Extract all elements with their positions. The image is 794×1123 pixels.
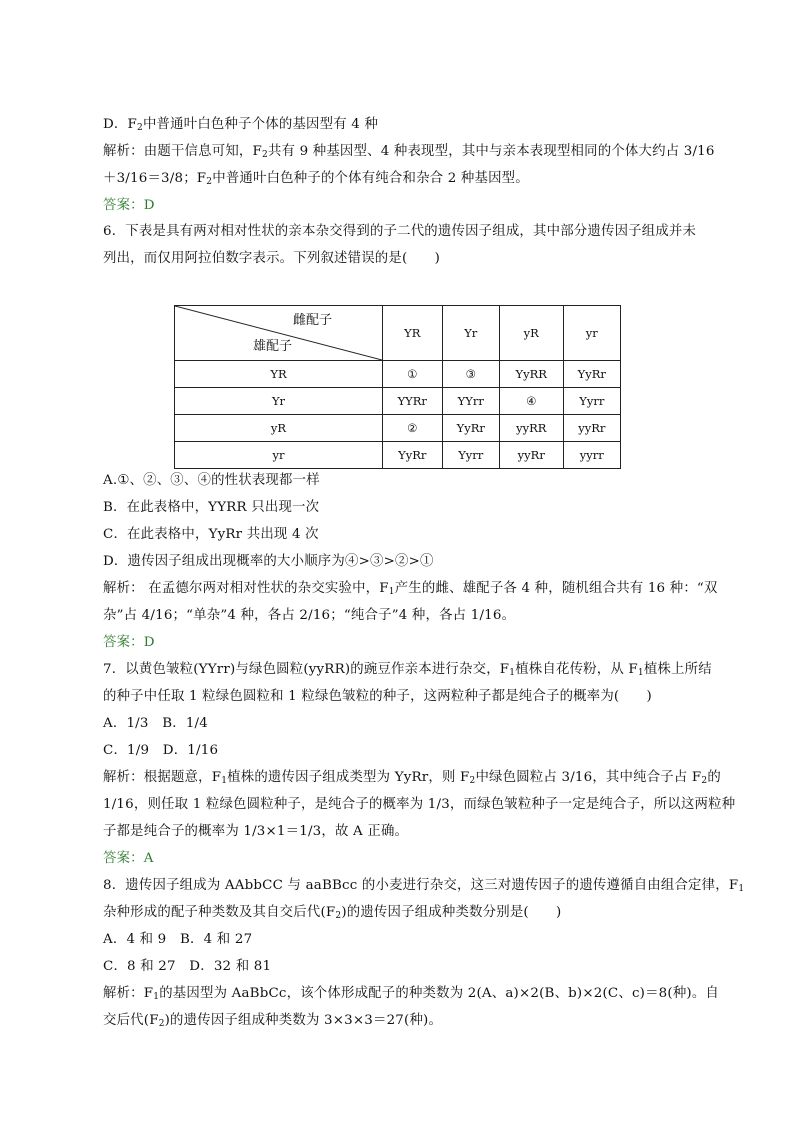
q7-answer: 答案：A — [103, 851, 154, 866]
table-cell: ② — [383, 415, 443, 442]
q6-option-d: D．遗传因子组成出现概率的大小顺序为④>③>②>① — [103, 554, 434, 569]
q6-option-a: A.①、②、③、④的性状表现都一样 — [103, 473, 320, 488]
q5-answer: 答案：D — [103, 198, 155, 213]
q6-stem-line-1: 6．下表是具有两对相对性状的亲本杂交得到的子二代的遗传因子组成，其中部分遗传因子组成并未 — [103, 224, 697, 239]
col-header: Yr — [442, 306, 499, 361]
q5-option-d: D．$F_2$中普通叶白色种子个体的基因型有 4 种 — [103, 117, 379, 133]
col-header: yR — [499, 306, 563, 361]
q7-stem-line-2: 的种子中任取 1 粒绿色圆粒和 1 粒绿色皱粒的种子，这两粒种子都是纯合子的概率为( ) — [103, 689, 652, 704]
q6-option-c: C．在此表格中，YyRr 共出现 4 次 — [103, 527, 319, 542]
q7-options-ab: A．1/3 B．1/4 — [103, 716, 208, 731]
table-row — [175, 388, 621, 415]
male-gamete-label: 雄配子 — [253, 339, 293, 354]
row-header: Yr — [175, 388, 383, 415]
row-header: yr — [175, 442, 383, 469]
female-gamete-label: 雌配子 — [292, 313, 332, 328]
table-cell: Yyrr — [563, 388, 620, 415]
q5-explanation-line-2: ＋3/16＝3/8；$F_2$中普通叶白色种子的个体有纯合和杂合 2 种基因型。 — [103, 171, 529, 187]
q7-options-cd: C．1/9 D．1/16 — [103, 743, 219, 758]
row-header: yR — [175, 415, 383, 442]
q7-explanation-line-3: 子都是纯合子的概率为 1/3×1＝1/3，故 A 正确。 — [103, 824, 409, 839]
table-cell: YyRr — [563, 361, 620, 388]
table-cell: YYRr — [383, 388, 443, 415]
q6-explanation-line-2: 杂”占 4/16；“单杂”4 种，各占 2/16；“纯合子”4 种，各占 1/16。 — [103, 608, 516, 623]
table-row — [175, 442, 621, 469]
table-header-row — [175, 306, 621, 361]
table-cell: yyRr — [563, 415, 620, 442]
q7-stem-line-1: 7．以黄色皱粒(YYrr)与绿色圆粒(yyRR)的豌豆作亲本进行杂交，$F_1$植株自花传粉，从 $F_1$植株上所结 — [103, 662, 712, 678]
table-cell: ④ — [499, 388, 563, 415]
q7-explanation-line-2: 1/16，则任取 1 粒绿色圆粒种子，是纯合子的概率为 1/3，而绿色皱粒种子一定是纯合子，所以这两粒种 — [103, 797, 736, 812]
table-cell: YyRR — [499, 361, 563, 388]
table-cell: ③ — [442, 361, 499, 388]
q6-stem-line-2: 列出，而仅用阿拉伯数字表示。下列叙述错误的是( ) — [103, 251, 441, 266]
q6-option-b: B．在此表格中，YYRR 只出现一次 — [103, 500, 320, 515]
q6-explanation-line-1: 解析： 在孟德尔两对相对性状的杂交实验中，$F_1$产生的雌、雄配子各 4 种，随机组合共有 16 种：“双 — [103, 581, 718, 597]
table-cell: yyrr — [563, 442, 620, 469]
table-cell: YyRr — [442, 415, 499, 442]
q5-explanation-line-1: 解析：由题干信息可知，$F_2$共有 9 种基因型、4 种表现型，其中与亲本表现型相同的个体大约占 3/16 — [103, 144, 715, 160]
gamete-table — [174, 305, 621, 469]
table-cell: YyRr — [383, 442, 443, 469]
table-cell: yyRr — [499, 442, 563, 469]
q6-answer: 答案：D — [103, 635, 155, 650]
q8-explanation-line-2: 交后代$(F_2)$的遗传因子组成种类数为 3×3×3＝27(种)。 — [103, 1013, 443, 1029]
row-header: YR — [175, 361, 383, 388]
table-cell: yyRR — [499, 415, 563, 442]
q8-options-cd: C．8 和 27 D．32 和 81 — [103, 959, 272, 974]
table-row — [175, 415, 621, 442]
col-header: YR — [383, 306, 443, 361]
table-cell: Yyrr — [442, 442, 499, 469]
col-header: yr — [563, 306, 620, 361]
q8-options-ab: A．4 和 9 B．4 和 27 — [103, 932, 253, 947]
table-cell: ① — [383, 361, 443, 388]
q7-explanation-line-1: 解析：根据题意，$F_1$植株的遗传因子组成类型为 YyRr，则 $F_2$中绿色圆粒占 3/16，其中纯合子占 $F_2$的 — [103, 770, 721, 786]
diagonal-header-cell — [175, 306, 383, 361]
q8-stem-line-2: 杂种形成的配子种类数及其自交后代$(F_2)$的遗传因子组成种类数分别是( ) — [103, 905, 562, 921]
q8-explanation-line-1: 解析：$F_1$的基因型为 AaBbCc，该个体形成配子的种类数为 2(A、a)×2(B、b)×2(C、c)＝8(种)。自 — [103, 986, 720, 1002]
table-cell: YYrr — [442, 388, 499, 415]
q8-stem-line-1: 8．遗传因子组成为 AAbbCC 与 aaBBcc 的小麦进行杂交，这三对遗传因子的遗传遵循自由组合定律，$F_1$ — [103, 878, 745, 894]
table-row — [175, 361, 621, 388]
